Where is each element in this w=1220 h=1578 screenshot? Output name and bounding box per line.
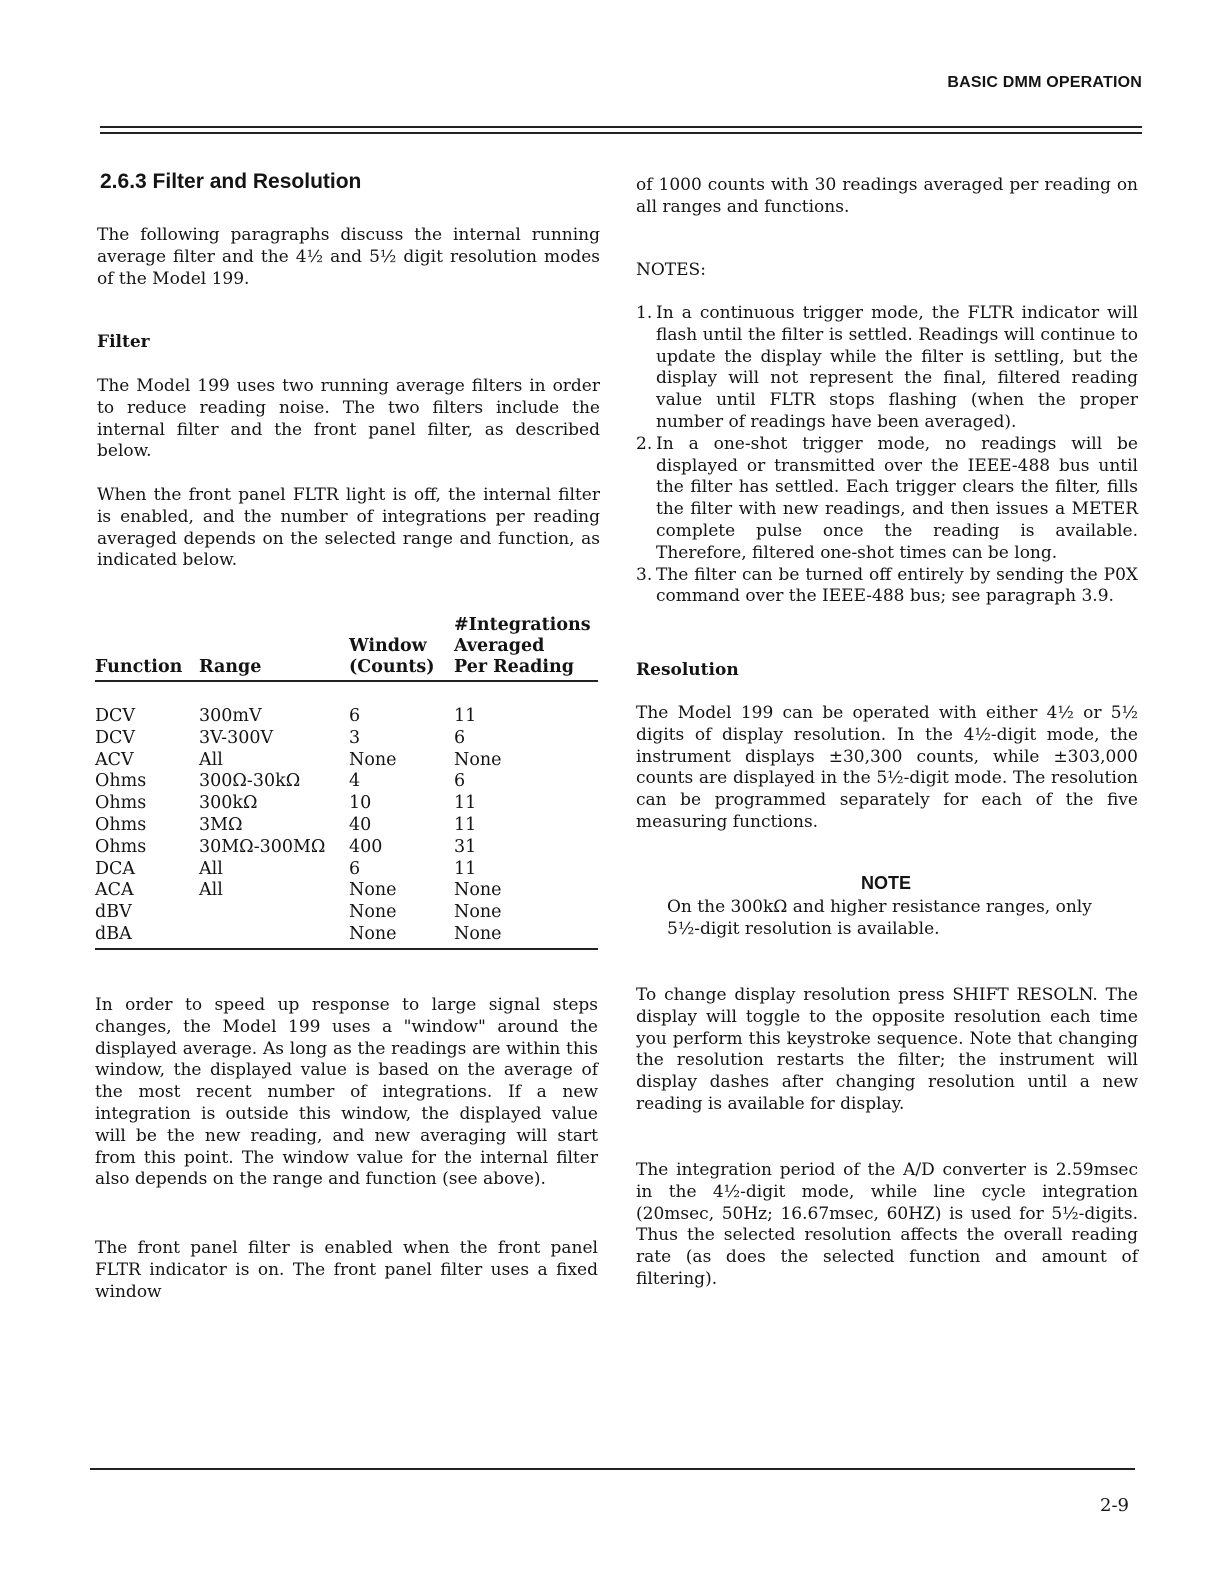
window-paragraph: In order to speed up response to large signal steps changes, the Model 199 uses a "window" around the displayed average. As long as the readings are within this window, the displayed value is based on the average of the most recent number of integrations. If a new integration is outside this window, the displayed value will be the new reading, and new averaging will start from this point. The window value for the internal filter also depends on the range and function (see above).: [95, 995, 598, 1190]
cell-function: Ohms: [95, 771, 147, 792]
filter-table: [95, 615, 598, 950]
cell-function: DCV: [95, 706, 136, 726]
notes-list: [636, 303, 1138, 608]
cell-window: 3: [349, 727, 361, 748]
cell-integrations: 6: [454, 771, 466, 792]
cell-integrations: 11: [454, 706, 477, 726]
cell-window: None: [349, 749, 397, 770]
table-row: [95, 924, 598, 949]
cell-integrations: 11: [454, 814, 477, 835]
filter-paragraph-2: When the front panel FLTR light is off, the internal filter is enabled, and the number of integrations per reading averaged depends on the selected range and function, as indicated below.: [97, 485, 600, 571]
resolution-paragraph-2: To change display resolution press SHIFT RESOLN. The display will toggle to the opposite resolution each time you perform this keystroke sequence. Note that changing the resolution restarts the filter; the instrument will display dashes after changing resolution until a new reading is available for display.: [636, 985, 1138, 1114]
header-rule-bottom: [100, 132, 1142, 134]
notes-heading: NOTES:: [636, 260, 706, 280]
cell-window: 6: [349, 858, 361, 879]
intro-paragraph: The following paragraphs discuss the internal running average filter and the 4½ and 5½ digit resolution modes of the Model 199.: [97, 225, 600, 289]
table-row: [95, 815, 598, 837]
cell-function: Ohms: [95, 793, 147, 814]
cell-window: 6: [349, 706, 361, 726]
cell-function: Ohms: [95, 836, 147, 857]
running-header: BASIC DMM OPERATION: [947, 74, 1142, 91]
cell-window: 4: [349, 771, 361, 792]
col-integrations-header: #Integrations Averaged Per Reading: [454, 615, 598, 681]
cell-window: None: [349, 924, 454, 949]
cell-function: dBA: [95, 924, 199, 949]
cell-range: 30MΩ-300MΩ: [199, 836, 326, 857]
cell-range: 3MΩ: [199, 814, 243, 835]
col-window-header: Window (Counts): [349, 615, 454, 681]
cell-integrations: None: [454, 880, 502, 901]
cell-window: 10: [349, 793, 372, 814]
table-header-row: [95, 615, 598, 681]
cell-integrations: 6: [454, 727, 466, 748]
cell-range: [199, 924, 349, 949]
note-item: 2. In a one-shot trigger mode, no readings will be displayed or transmitted over the IEEE-488 bus until the filter has settled. Each trigger clears the filter, fills the filter with new readings, and then issues a METER complete pulse once the reading is available. Therefore, filtered one-shot times can be long.: [636, 433, 1138, 563]
filter-heading: Filter: [97, 332, 150, 352]
front-panel-filter-continued: of 1000 counts with 30 readings averaged per reading on all ranges and functions.: [636, 175, 1138, 217]
table-row: [95, 728, 598, 750]
resolution-heading: Resolution: [636, 660, 739, 680]
cell-function: ACV: [95, 749, 134, 770]
resolution-note-text: On the 300kΩ and higher resistance ranges, only 5½-digit resolution is available.: [667, 897, 1092, 939]
table-row: [95, 771, 598, 793]
cell-function: Ohms: [95, 814, 147, 835]
note-item: 1. In a continuous trigger mode, the FLTR indicator will flash until the filter is settled. Readings will continue to update the display while the filter is settling, but the display will not represent the final, filtered reading value until FLTR stops flashing (when the proper number of readings have been averaged).: [636, 303, 1138, 432]
front-panel-filter-paragraph: The front panel filter is enabled when the front panel FLTR indicator is on. The front panel filter uses a fixed window: [95, 1238, 598, 1302]
cell-window: 400: [349, 836, 383, 857]
col-function-header: Function: [95, 615, 199, 681]
cell-range: 300mV: [199, 706, 262, 726]
cell-integrations: None: [454, 902, 502, 923]
cell-integrations: 31: [454, 836, 477, 857]
table-row: [95, 750, 598, 772]
cell-window: 40: [349, 814, 372, 835]
cell-function: dBV: [95, 902, 132, 923]
cell-range: [199, 902, 349, 924]
cell-range: 3V-300V: [199, 727, 274, 748]
col-range-header: Range: [199, 615, 349, 681]
cell-function: DCV: [95, 727, 136, 748]
table-row: [95, 793, 598, 815]
cell-range: 300Ω-30kΩ: [199, 771, 301, 792]
resolution-note-heading: NOTE: [860, 873, 911, 893]
resolution-paragraph-3: The integration period of the A/D converter is 2.59msec in the 4½-digit mode, while line cycle integration (20msec, 50Hz; 16.67msec, 60HZ) is used for 5½-digits. Thus the selected resolution affects the overall reading rate (as does the selected function and amount of filtering).: [636, 1160, 1138, 1289]
header-rule-top: [100, 126, 1142, 128]
page-number: 2-9: [1100, 1495, 1129, 1516]
table-row: [95, 681, 598, 728]
resolution-paragraph-1: The Model 199 can be operated with either 4½ or 5½ digits of display resolution. In the 4½-digit mode, the instrument displays ±30,300 counts, while ±303,000 counts are displayed in the 5½-digit mode. The resolution can be programmed separately for each of the five measuring functions.: [636, 703, 1138, 832]
cell-integrations: 11: [454, 793, 477, 814]
section-title: 2.6.3 Filter and Resolution: [100, 170, 362, 193]
table-row: [95, 837, 598, 859]
cell-window: None: [349, 902, 397, 923]
cell-window: None: [349, 880, 397, 901]
footer-rule: [90, 1468, 1135, 1470]
table-row: [95, 859, 598, 881]
note-item: 3. The filter can be turned off entirely by sending the P0X command over the IEEE-488 bus; see paragraph 3.9.: [636, 564, 1138, 607]
table-row: [95, 880, 598, 902]
cell-range: All: [199, 880, 223, 901]
cell-range: All: [199, 858, 223, 879]
cell-range: All: [199, 749, 223, 770]
cell-integrations: None: [454, 924, 598, 949]
cell-function: ACA: [95, 880, 134, 901]
cell-integrations: 11: [454, 858, 477, 879]
table-row: [95, 902, 598, 924]
cell-range: 300kΩ: [199, 793, 258, 814]
cell-integrations: None: [454, 749, 502, 770]
cell-function: DCA: [95, 858, 136, 879]
filter-paragraph-1: The Model 199 uses two running average filters in order to reduce reading noise. The two filters include the internal filter and the front panel filter, as described below.: [97, 376, 600, 462]
